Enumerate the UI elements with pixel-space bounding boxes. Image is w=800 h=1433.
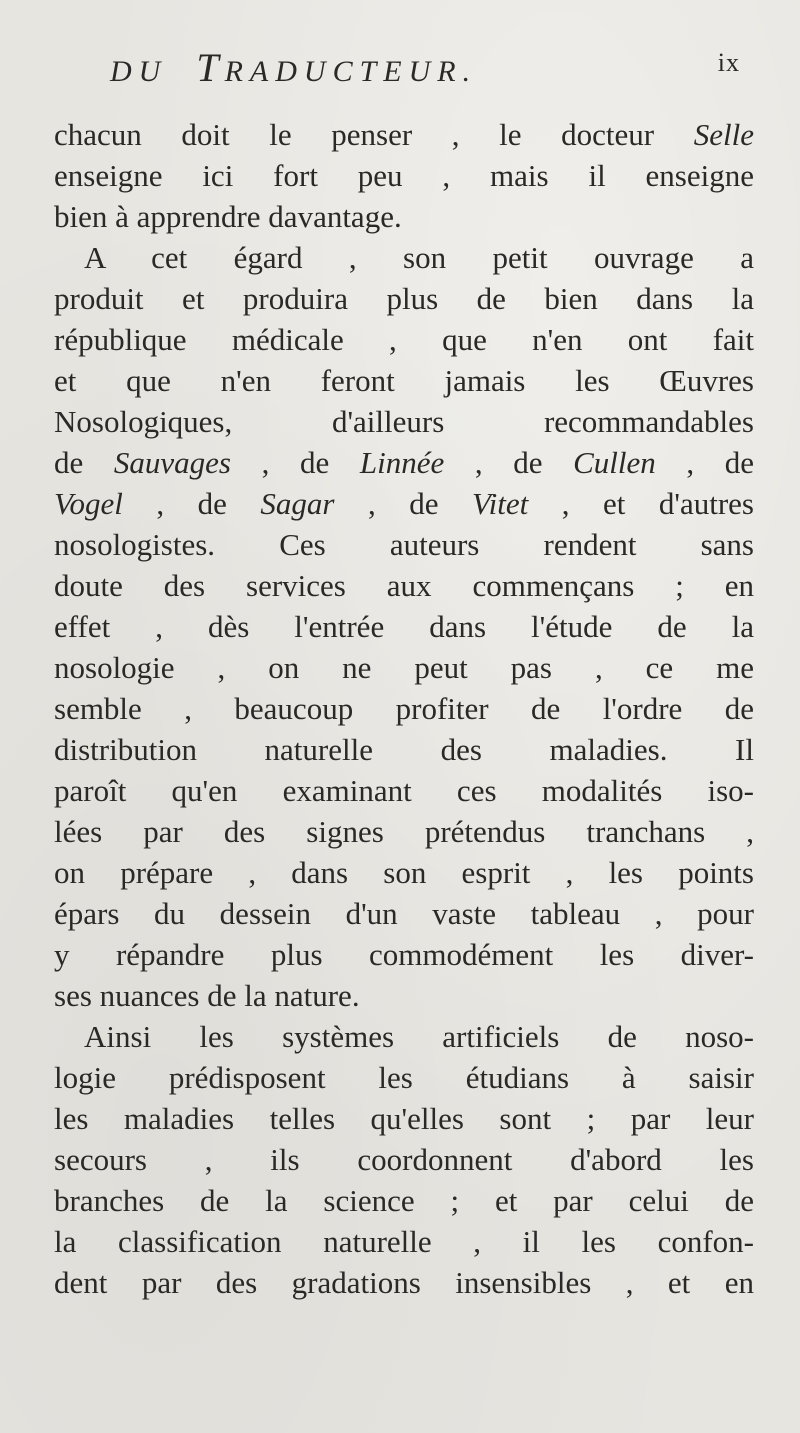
italic-name: Vitet (472, 486, 529, 521)
page-number: ix (717, 48, 740, 77)
text-line (54, 565, 754, 606)
italic-name: Linnée (359, 445, 445, 480)
running-head (110, 44, 740, 94)
text-run: , de (655, 445, 754, 480)
text-line (54, 155, 754, 196)
text-run: république médicale , que n'en ont fait (54, 322, 754, 357)
text-run: , de (334, 486, 473, 521)
italic-name: Cullen (573, 445, 656, 480)
text-run: et que n'en feront jamais les Œuvres (54, 363, 754, 398)
text-run: nosologie , on ne peut pas , ce me (54, 650, 754, 685)
text-line (54, 1221, 754, 1262)
text-line (54, 114, 754, 155)
text-run: y répandre plus commodément les diver- (54, 937, 754, 972)
text-run: doute des services aux commençans ; en (54, 568, 754, 603)
text-run: , de (122, 486, 261, 521)
text-line (54, 401, 754, 442)
text-line (54, 1180, 754, 1221)
text-line (54, 647, 754, 688)
text-run: chacun doit le penser , le docteur (54, 117, 694, 152)
running-head-du: DU (110, 55, 168, 88)
text-run: semble , beaucoup profiter de l'ordre de (54, 691, 754, 726)
text-line (54, 442, 754, 483)
text-line (54, 196, 754, 237)
italic-name: Selle (693, 117, 754, 152)
text-run: épars du dessein d'un vaste tableau , pour (54, 896, 754, 931)
text-line (54, 893, 754, 934)
text-run: secours , ils coordonnent d'abord les (54, 1142, 754, 1177)
text-line (54, 729, 754, 770)
text-run: nosologistes. Ces auteurs rendent sans (54, 527, 754, 562)
text-line (54, 319, 754, 360)
text-line (54, 1098, 754, 1139)
text-line (54, 1139, 754, 1180)
text-run: produit et produira plus de bien dans la (54, 281, 754, 316)
text-line (54, 770, 754, 811)
text-run: distribution naturelle des maladies. Il (54, 732, 754, 767)
text-line (54, 975, 754, 1016)
text-run: effet , dès l'entrée dans l'étude de la (54, 609, 754, 644)
text-line (54, 278, 754, 319)
text-run: , de (444, 445, 574, 480)
text-run: de (54, 445, 114, 480)
text-line (54, 811, 754, 852)
running-head-initial: T (196, 45, 225, 90)
text-line (54, 360, 754, 401)
text-line (54, 934, 754, 975)
body-text (54, 114, 754, 1303)
text-line (54, 1016, 754, 1057)
text-line (54, 524, 754, 565)
running-head-title (110, 44, 477, 91)
text-line (54, 606, 754, 647)
text-line (54, 1262, 754, 1303)
text-run: enseigne ici fort peu , mais il enseigne (54, 158, 754, 193)
text-run: logie prédisposent les étudians à saisir (54, 1060, 754, 1095)
text-line (54, 852, 754, 893)
text-run: Nosologiques, d'ailleurs recommandables (54, 404, 754, 439)
text-run: A cet égard , son petit ouvrage a (84, 240, 754, 275)
text-line (54, 237, 754, 278)
italic-name: Sagar (260, 486, 335, 521)
text-run: bien à apprendre davantage. (54, 199, 402, 234)
text-run: branches de la science ; et par celui de (54, 1183, 754, 1218)
text-run: ses nuances de la nature. (54, 978, 360, 1013)
running-head-rest: RADUCTEUR. (224, 55, 478, 88)
text-run: , de (230, 445, 360, 480)
text-run: paroît qu'en examinant ces modalités iso- (54, 773, 754, 808)
text-run: , et d'autres (528, 486, 754, 521)
italic-name: Vogel (54, 486, 123, 521)
text-line (54, 688, 754, 729)
text-run: la classification naturelle , il les confon- (54, 1224, 754, 1259)
text-run: les maladies telles qu'elles sont ; par leur (54, 1101, 754, 1136)
text-run: lées par des signes prétendus tranchans , (54, 814, 754, 849)
italic-name: Sauvages (113, 445, 231, 480)
text-run: dent par des gradations insensibles , et en (54, 1265, 754, 1300)
text-line (54, 483, 754, 524)
text-line (54, 1057, 754, 1098)
text-run: on prépare , dans son esprit , les points (54, 855, 754, 890)
text-run: Ainsi les systèmes artificiels de noso- (84, 1019, 754, 1054)
